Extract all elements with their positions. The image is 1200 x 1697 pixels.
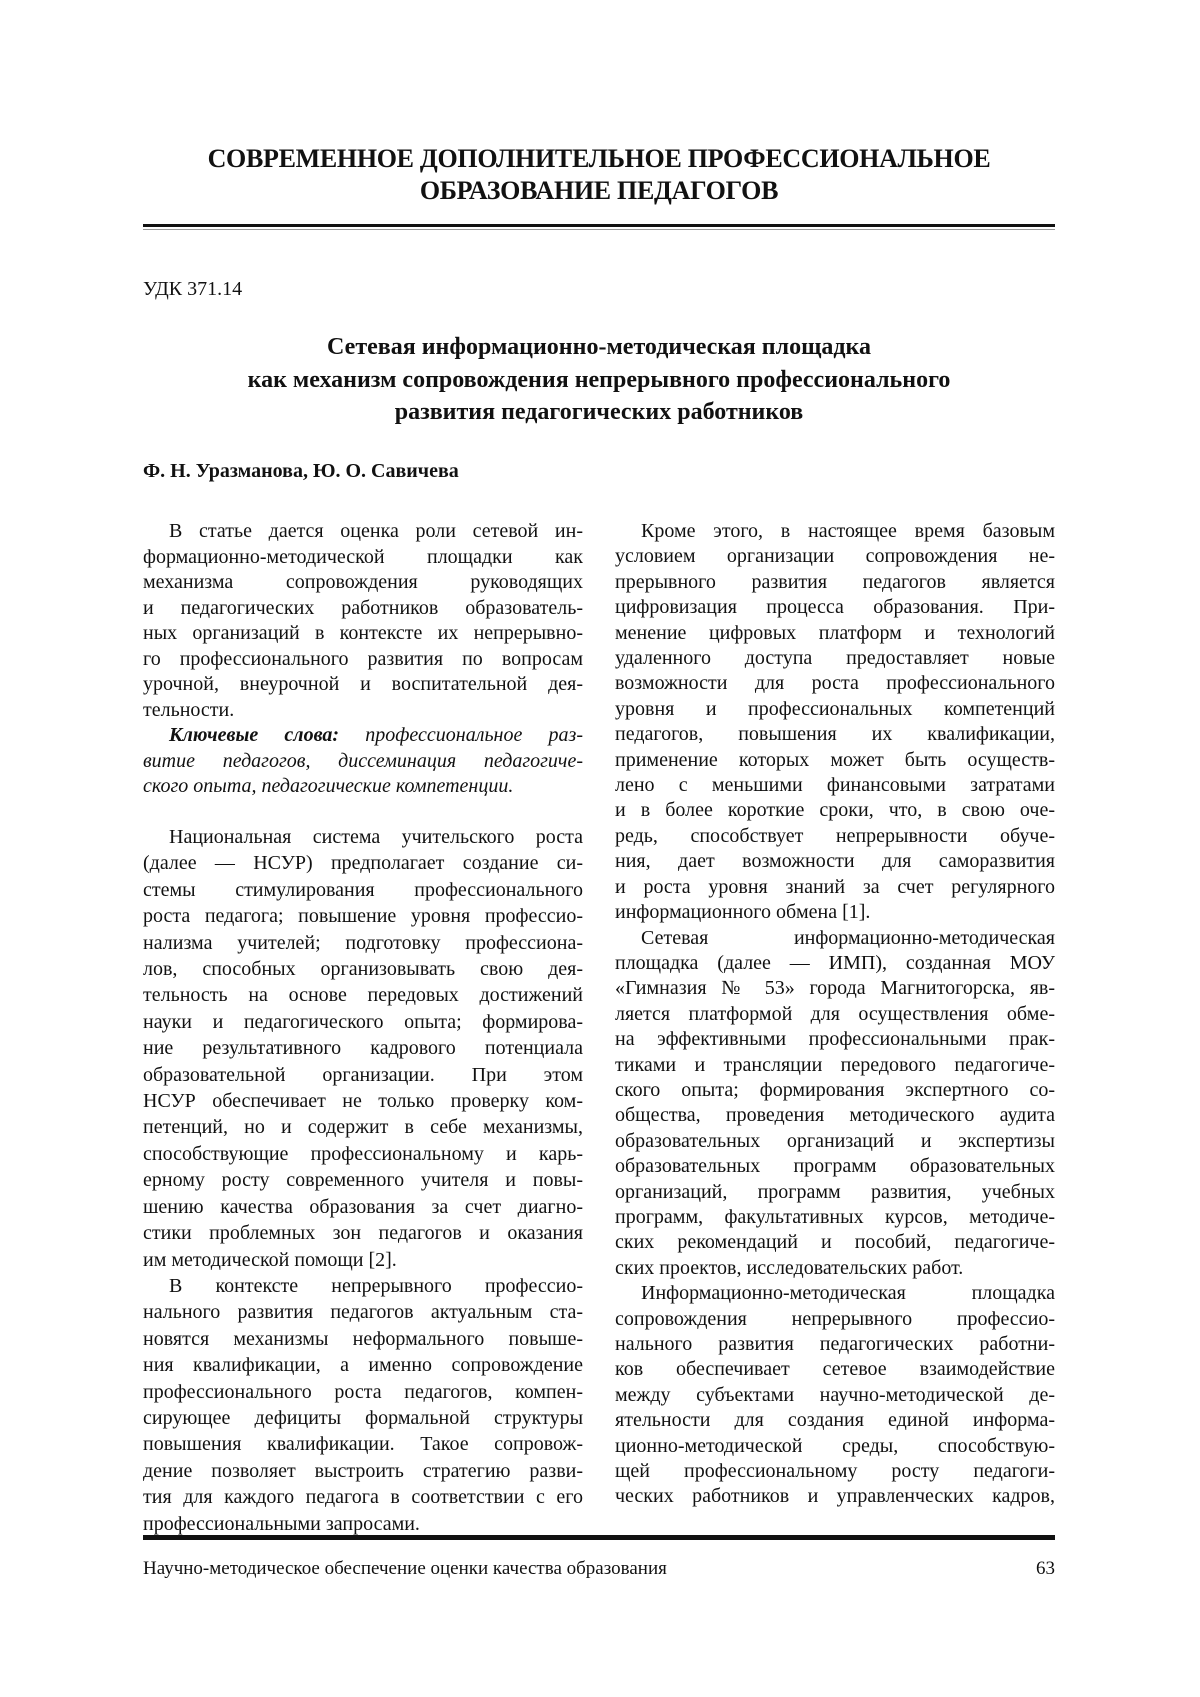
- text-line: сопровождения непрерывного профессио-: [615, 1307, 1055, 1332]
- keywords-line: витие педагогов, диссеминация педагогиче-: [143, 749, 583, 775]
- text-line: и в более короткие сроки, что, в свою оче-: [615, 798, 1055, 823]
- text-line: нального развития педагогов актуальным ста-: [143, 1299, 583, 1325]
- text-line: ков обеспечивает сетевое взаимодействие: [615, 1357, 1055, 1382]
- text-line: лено с меньшими финансовыми затратами: [615, 773, 1055, 798]
- text-line: прерывного развития педагогов является: [615, 570, 1055, 595]
- keywords: [143, 723, 583, 800]
- text-line: ского опыта; формирования экспертного со-: [615, 1078, 1055, 1103]
- text-line: повышения квалификации. Такое сопровож-: [143, 1431, 583, 1457]
- abstract-line: урочной, внеурочной и воспитательной дея-: [143, 672, 583, 698]
- article-title-line: развития педагогических работников: [143, 396, 1055, 429]
- text-line: ционно-методической среды, способствую-: [615, 1434, 1055, 1459]
- paragraph: [143, 824, 583, 1273]
- text-line: ерному росту современного учителя и повы-: [143, 1167, 583, 1193]
- text-line: общества, проведения методического аудита: [615, 1103, 1055, 1128]
- text-line: «Гимназия № 53» города Магнитогорска, яв-: [615, 976, 1055, 1001]
- text-line: дение позволяет выстроить стратегию разви-: [143, 1458, 583, 1484]
- section-title-line: СОВРЕМЕННОЕ ДОПОЛНИТЕЛЬНОЕ ПРОФЕССИОНАЛЬНОЕ: [143, 143, 1055, 175]
- footer-rule: [143, 1535, 1055, 1540]
- text-line: информационного обмена [1].: [615, 900, 1055, 925]
- text-line: менение цифровых платформ и технологий: [615, 621, 1055, 646]
- abstract-line: В статье дается оценка роли сетевой ин-: [143, 519, 583, 545]
- text-line: новятся механизмы неформального повыше-: [143, 1326, 583, 1352]
- text-line: образовательных организаций и экспертизы: [615, 1129, 1055, 1154]
- abstract-block: [143, 519, 583, 800]
- page-number: 63: [1036, 1558, 1055, 1580]
- text-line: стемы стимулирования профессионального: [143, 877, 583, 903]
- text-line: роста педагога; повышение уровня профессио-: [143, 903, 583, 929]
- text-line: нального развития педагогических работни-: [615, 1332, 1055, 1357]
- text-line: ляется платформой для осуществления обме-: [615, 1002, 1055, 1027]
- paragraph: [615, 1281, 1055, 1510]
- abstract-line: тельности.: [143, 698, 583, 724]
- abstract-line: го профессионального развития по вопросам: [143, 647, 583, 673]
- abstract: [143, 519, 583, 723]
- text-line: тельность на основе передовых достижений: [143, 982, 583, 1008]
- text-line: цифровизация процесса образования. При-: [615, 595, 1055, 620]
- text-line: нализма учителей; подготовку профессиона-: [143, 930, 583, 956]
- paragraph: [615, 519, 1055, 926]
- header-rule: [143, 224, 1055, 227]
- text-line: им методической помощи [2].: [143, 1247, 583, 1273]
- abstract-line: формационно-методической площадки как: [143, 545, 583, 571]
- text-line: науки и педагогического опыта; формирова-: [143, 1009, 583, 1035]
- paragraph: [615, 926, 1055, 1282]
- text-line: применение которых может быть осуществ-: [615, 748, 1055, 773]
- text-line: ния, дает возможности для саморазвития: [615, 849, 1055, 874]
- text-line: и роста уровня знаний за счет регулярного: [615, 875, 1055, 900]
- text-line: В контексте непрерывного профессио-: [143, 1273, 583, 1299]
- abstract-line: механизма сопровождения руководящих: [143, 570, 583, 596]
- text-line: стики проблемных зон педагогов и оказания: [143, 1220, 583, 1246]
- text-line: профессиональными запросами.: [143, 1511, 583, 1537]
- text-line: ния квалификации, а именно сопровождение: [143, 1352, 583, 1378]
- text-line: щей профессиональному росту педагоги-: [615, 1459, 1055, 1484]
- text-line: Информационно-методическая площадка: [615, 1281, 1055, 1306]
- right-column: [615, 519, 1055, 1510]
- text-line: тия для каждого педагога в соответствии с его: [143, 1484, 583, 1510]
- footer-journal-name: Научно-методическое обеспечение оценки качества образования: [143, 1558, 667, 1580]
- section-title-line: ОБРАЗОВАНИЕ ПЕДАГОГОВ: [143, 175, 1055, 207]
- text-line: ских проектов, исследовательских работ.: [615, 1256, 1055, 1281]
- text-line: между субъектами научно-методической де-: [615, 1383, 1055, 1408]
- paragraph: [143, 1273, 583, 1537]
- text-line: ских рекомендаций и пособий, педагогиче-: [615, 1230, 1055, 1255]
- text-line: образовательных программ образовательных: [615, 1154, 1055, 1179]
- article-title-line: Сетевая информационно-методическая площадка: [143, 331, 1055, 364]
- text-line: организаций, программ развития, учебных: [615, 1180, 1055, 1205]
- text-line: способствующие профессиональному и карь-: [143, 1141, 583, 1167]
- journal-section-title: [143, 143, 1055, 207]
- text-line: на эффективными профессиональными прак-: [615, 1027, 1055, 1052]
- text-line: петенций, но и содержит в себе механизмы,: [143, 1114, 583, 1140]
- text-line: Сетевая информационно-методическая: [615, 926, 1055, 951]
- text-line: удаленного доступа предоставляет новые: [615, 646, 1055, 671]
- article-title: [143, 331, 1055, 429]
- text-line: сирующее дефициты формальной структуры: [143, 1405, 583, 1431]
- text-line: возможности для роста профессионального: [615, 671, 1055, 696]
- abstract-line: ных организаций в контексте их непрерывно-: [143, 621, 583, 647]
- text-line: программ, факультативных курсов, методиче-: [615, 1205, 1055, 1230]
- text-line: площадка (далее — ИМП), созданная МОУ: [615, 951, 1055, 976]
- left-column: [143, 824, 583, 1537]
- text-line: профессионального роста педагогов, компен-: [143, 1379, 583, 1405]
- text-line: педагогов, повышения их квалификации,: [615, 722, 1055, 747]
- text-line: ятельности для создания единой информа-: [615, 1408, 1055, 1433]
- udk-code: УДК 371.14: [143, 278, 242, 301]
- authors: Ф. Н. Уразманова, Ю. О. Савичева: [143, 460, 459, 483]
- text-line: редь, способствует непрерывности обуче-: [615, 824, 1055, 849]
- text-line: ние результативного кадрового потенциала: [143, 1035, 583, 1061]
- keywords-line: [143, 723, 583, 749]
- text-line: Национальная система учительского роста: [143, 824, 583, 850]
- text-line: условием организации сопровождения не-: [615, 544, 1055, 569]
- article-title-line: как механизм сопровождения непрерывного профессионального: [143, 364, 1055, 397]
- text-line: лов, способных организовывать свою дея-: [143, 956, 583, 982]
- text-line: НСУР обеспечивает не только проверку ком-: [143, 1088, 583, 1114]
- abstract-line: и педагогических работников образователь-: [143, 596, 583, 622]
- text-line: (далее — НСУР) предполагает создание си-: [143, 850, 583, 876]
- keywords-label: Ключевые слова:: [169, 724, 339, 746]
- text-line: образовательной организации. При этом: [143, 1062, 583, 1088]
- text-line: уровня и профессиональных компетенций: [615, 697, 1055, 722]
- text-line: ческих работников и управленческих кадров,: [615, 1484, 1055, 1509]
- keywords-text: профессиональное раз-: [365, 724, 583, 746]
- text-line: тиками и трансляции передового педагогиче-: [615, 1053, 1055, 1078]
- text-line: Кроме этого, в настоящее время базовым: [615, 519, 1055, 544]
- header-rule-thin: [143, 229, 1055, 230]
- keywords-line: ского опыта, педагогические компетенции.: [143, 774, 583, 800]
- text-line: шению качества образования за счет диагно-: [143, 1194, 583, 1220]
